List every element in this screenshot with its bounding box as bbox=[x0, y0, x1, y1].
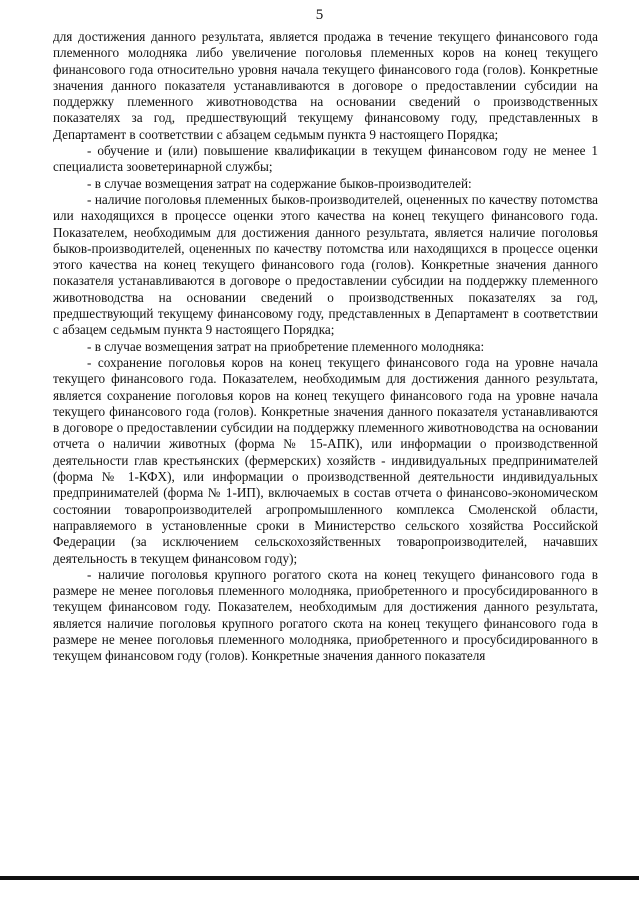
page-number: 5 bbox=[315, 7, 324, 23]
paragraph-training: - обучение и (или) повышение квалификации в текущем финансовом году не менее 1 специалиста зооветеринарной службы; bbox=[53, 143, 598, 175]
paragraph-cows-preservation: - сохранение поголовья коров на конец текущего финансового года на уровне начала текущего финансового года. Показателем, необходимым для достижения данного результата, является сохранение поголовья коров на конец текущего финансового года на уровне начала текущего финансового года (голов). Конкретные значения данного показателя устанавливаются в договоре о предоставлении субсидии на поддержку племенного животноводства на основании отчета о наличии животных (форма № 15-АПК), или информации о производственной деятельности глав крестьянских (фермерских) хозяйств - индивидуальных предпринимателей (форма № 1-КФХ), или информации о производственной деятельности индивидуальных предпринимателей (форма № 1-ИП), включаемых в состав отчета о финансово-экономическом состоянии товаропроизводителей агропромышленного комплекса Смоленской области, направляемого в установленные сроки в Министерство сельского хозяйства Российской Федерации (за исключением сельскохозяйственных товаропроизводителей, начавших деятельность в текущем финансовом году); bbox=[53, 354, 598, 566]
document-body bbox=[53, 29, 598, 665]
paragraph-continuation: для достижения данного результата, является продажа в течение текущего финансового года племенного молодняка либо увеличение поголовья племенных коров на конец текущего финансового года относительно уровня начала текущего финансового года (голов). Конкретные значения данного показателя устанавливаются в договоре о предоставлении субсидии на поддержку племенного животноводства на основании сведений о производственных показателях за год, предшествующий текущему финансовому году, представленных в Департамент в соответствии с абзацем седьмым пункта 9 настоящего Порядка; bbox=[53, 29, 598, 142]
paragraph-bulls-case: - в случае возмещения затрат на содержание быков-производителей: bbox=[87, 175, 472, 191]
paragraph-cattle-livestock: - наличие поголовья крупного рогатого скота на конец текущего финансового года в размере не менее поголовья племенного молодняка, приобретенного и просубсидированного в текущем финансовом году. Показателем, необходимым для достижения данного результата, является наличие поголовья крупного рогатого скота на конец текущего финансового года в размере не менее поголовья племенного молодняка, приобретенного и просубсидированного в текущем финансовом году (голов). Конкретные значения данного показателя bbox=[53, 566, 598, 664]
paragraph-bulls-livestock: - наличие поголовья племенных быков-производителей, оцененных по качеству потомства или находящихся в процессе оценки этого качества на конец текущего финансового года. Показателем, необходимым для достижения данного результата, является наличие поголовья быков-производителей, оцененных по качеству потомства или находящихся в процессе оценки этого качества на конец текущего финансового года (голов). Конкретные значения данного показателя устанавливаются в договоре о предоставлении субсидии на поддержку племенного животноводства на основании сведений о производственных показателях за год, предшествующий текущему финансовому году, представленных в Департамент в соответствии с абзацем седьмым пункта 9 настоящего Порядка; bbox=[53, 191, 598, 338]
paragraph-young-stock-case: - в случае возмещения затрат на приобретение племенного молодняка: bbox=[87, 338, 485, 354]
bottom-rule bbox=[0, 876, 639, 880]
